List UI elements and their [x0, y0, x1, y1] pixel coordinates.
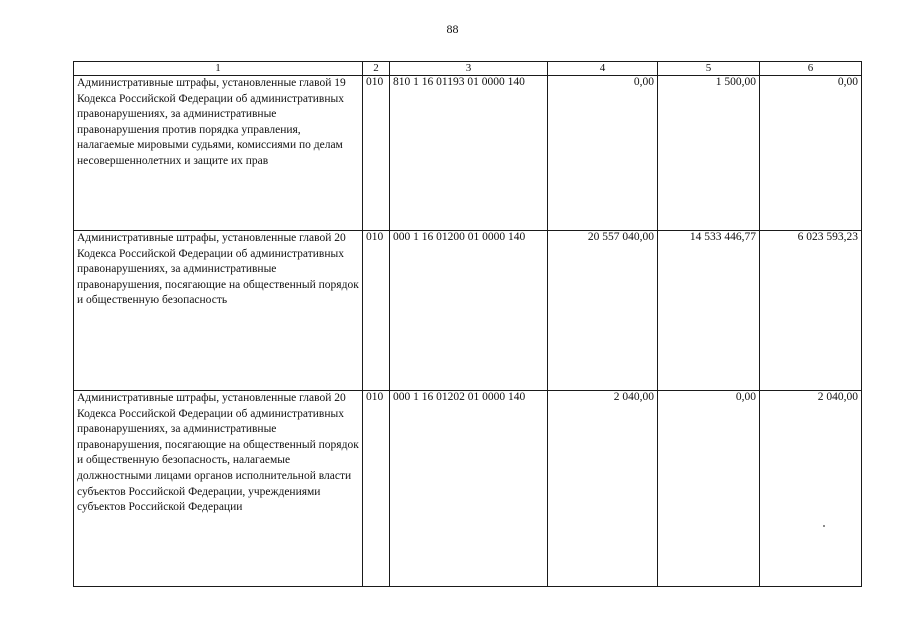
header-row: [74, 62, 862, 76]
row-kbk-code: 000 1 16 01202 01 0000 140: [390, 391, 548, 587]
row-col6-value: 6 023 593,23: [760, 231, 862, 391]
row-description: Административные штрафы, установленные главой 19 Кодекса Российской Федерации об административных правонарушениях, за административные правонарушения против порядка управления, налагаемые мировыми судьями, комиссиями по делам несовершеннолетних и защите их прав: [74, 76, 363, 231]
row-col4-value: 2 040,00: [548, 391, 658, 587]
table-row: [74, 391, 862, 587]
row-kbk-code: 810 1 16 01193 01 0000 140: [390, 76, 548, 231]
page-number: 88: [446, 22, 459, 36]
column-header-3: 3: [390, 62, 548, 76]
row-col5-value: 0,00: [658, 391, 760, 587]
table-row: [74, 231, 862, 391]
column-header-4: 4: [548, 62, 658, 76]
row-kbk-code: 000 1 16 01200 01 0000 140: [390, 231, 548, 391]
row-admin-code: 010: [363, 231, 390, 391]
row-col4-value: 0,00: [548, 76, 658, 231]
column-header-1: 1: [74, 62, 363, 76]
scan-speck: [823, 525, 825, 527]
row-col5-value: 1 500,00: [658, 76, 760, 231]
row-col4-value: 20 557 040,00: [548, 231, 658, 391]
row-description: Административные штрафы, установленные главой 20 Кодекса Российской Федерации об административных правонарушениях, за административные правонарушения, посягающие на общественный порядок и общественную безопасность, налагаемые должностными лицами органов исполнительной власти субъектов Российской Федерации, учреждениями субъектов Российской Федерации: [74, 391, 363, 587]
column-header-2: 2: [363, 62, 390, 76]
row-admin-code: 010: [363, 76, 390, 231]
row-col5-value: 14 533 446,77: [658, 231, 760, 391]
column-header-6: 6: [760, 62, 862, 76]
column-header-5: 5: [658, 62, 760, 76]
row-col6-value: 0,00: [760, 76, 862, 231]
budget-table: [73, 61, 862, 587]
row-description: Административные штрафы, установленные главой 20 Кодекса Российской Федерации об административных правонарушениях, за административные правонарушения, посягающие на общественный порядок и общественную безопасность: [74, 231, 363, 391]
table-row: [74, 76, 862, 231]
row-col6-value: 2 040,00: [760, 391, 862, 587]
row-admin-code: 010: [363, 391, 390, 587]
